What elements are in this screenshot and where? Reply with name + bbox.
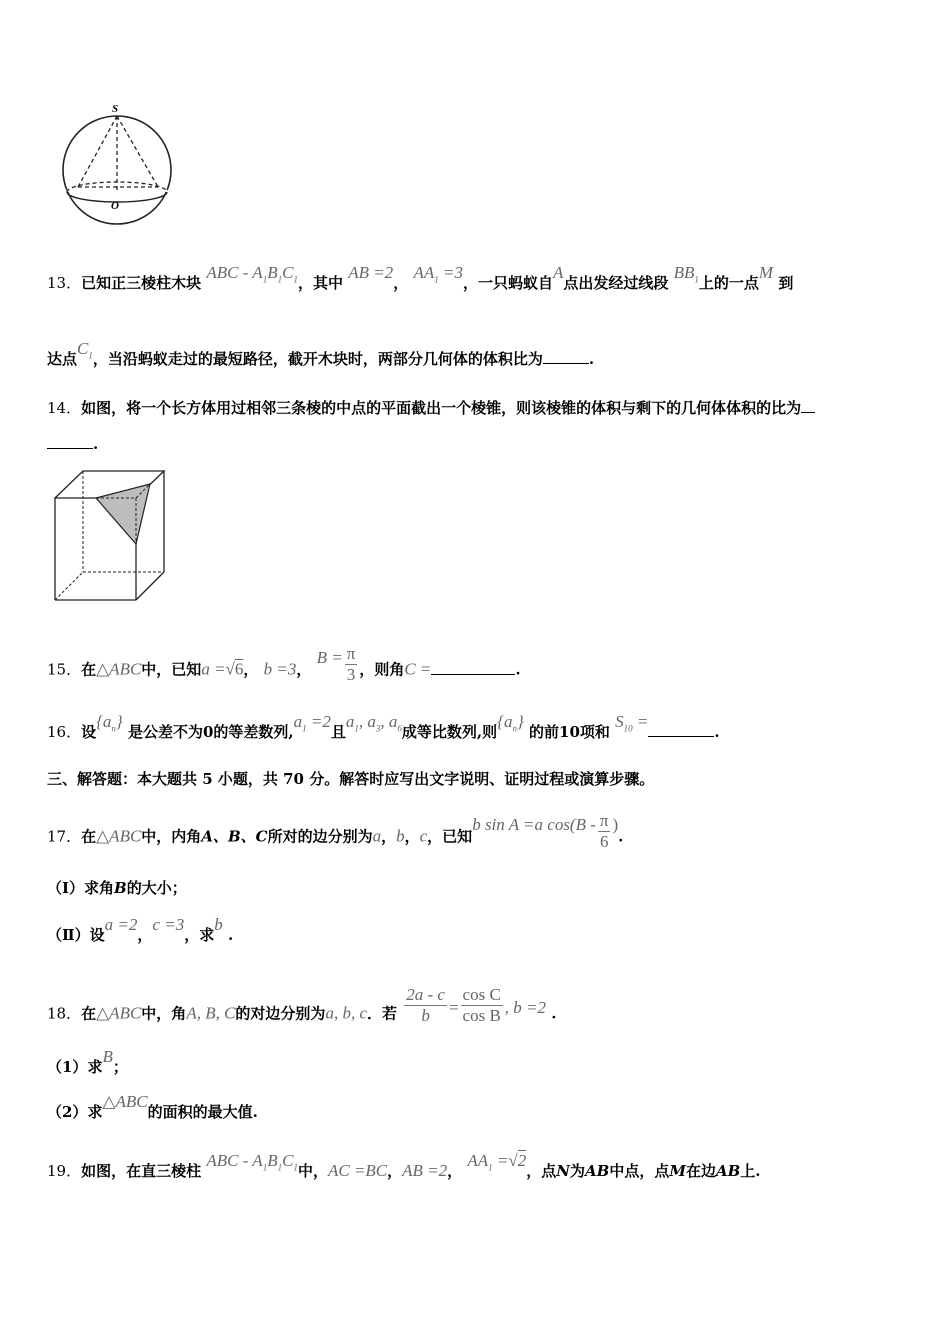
q13-c1: $C_1$: [77, 339, 93, 361]
q16-seq: $a_1$, $a_3$, $a_6$: [345, 712, 402, 734]
q15-B: B =: [316, 647, 343, 667]
q16-line: 16．设$\{a_n\}$ 是公差不为0的等差数列$,a_1 =2$且$a_1$, $a_3$, $a_6$成等比数列,则$\{a_n\}$ 的前10项和 $S_{10}$ =.: [47, 712, 720, 741]
section-3-header: 三、解答题：本大题共 5 小题，共 70 分。解答时应写出文字说明、证明过程或演算步骤。: [47, 770, 655, 788]
q15-a: a =: [201, 659, 226, 679]
q13-line1: 13．已知正三棱柱木块 ABC - $A_1B_1C_1$，其中 AB =2， $AA_1 =3$，一只蚂蚁自A点出发经过线段 $BB_1$上的一点M 到: [47, 263, 794, 292]
q16-number: 16．: [47, 723, 82, 741]
q18-part2: （2）求△ABC的面积的最大值.: [47, 1092, 258, 1121]
q13-bb1: $BB_1$: [673, 263, 699, 285]
q19-number: 19．: [47, 1162, 82, 1180]
q15-number: 15．: [47, 660, 82, 679]
q13-ab: AB =2: [348, 263, 394, 282]
q14-line1: 14．如图，将一个长方体用过相邻三条棱的中点的平面截出一个棱锥，则该棱锥的体积与剩下的几何体体积的比为: [47, 397, 815, 418]
q14-answer-blank-part2[interactable]: [47, 434, 93, 449]
q13-a: A: [552, 263, 564, 282]
q17-formula: b sin A =a cos(B -: [472, 814, 596, 834]
q18-number: 18．: [47, 1004, 82, 1023]
q14-answer-blank-part1[interactable]: [801, 398, 815, 413]
q13-answer-blank[interactable]: [543, 349, 589, 364]
q15-sqrt6: √6: [225, 659, 244, 679]
q16-an: $\{a_n\}$: [96, 712, 123, 734]
q17-triangle: △ABC: [96, 826, 142, 846]
q17-part2: （Ⅱ）设a =2，c =3，求b .: [47, 915, 234, 944]
q19-line: 19．如图，在直三棱柱 ABC - $A_1B_1C_1$中，AC =BC，AB =2， $AA_1 =√2$，点N为AB中点，点M在边AB上.: [47, 1151, 761, 1180]
q13-m: M: [758, 263, 774, 282]
q15-line: 15．在△ABC中，已知a =√6， b =3， B = $\frac{\pi}{3}$ ，则角C = .: [47, 644, 521, 684]
q17-pi-over-6: $\frac{\pi}{6}$: [599, 811, 609, 851]
q18-line: 18．在△ABC中，角A, B, C的对边分别为a, b, c．若 $\frac{2a - c}{b}$ = $\frac{\text{cos C}}{\text{cos B}}$ , b =2 .: [47, 985, 557, 1025]
q13-prism: ABC - $A_1B_1C_1$: [206, 263, 298, 285]
q14-number: 14．: [47, 399, 82, 417]
q16-s10: $S_{10}$ =: [615, 712, 649, 734]
q15-C: C =: [404, 659, 432, 679]
q15-triangle: △ABC: [96, 659, 142, 679]
q15-b: b =3: [263, 659, 297, 679]
q13-aa1: $AA_1 =3$: [413, 263, 463, 285]
q17-part1: （Ⅰ）求角B的大小；: [47, 879, 187, 897]
q17-number: 17．: [47, 827, 82, 846]
q16-an-2: $\{a_n\}$: [497, 712, 524, 734]
q15-pi-over-3: $\frac{\pi}{3}$: [346, 644, 356, 684]
q13-line2: 达点$C_1$，当沿蚂蚁走过的最短路径，截开木块时，两部分几何体的体积比为 .: [47, 339, 595, 368]
q18-frac-right: $\frac{\text{cos C}}{\text{cos B}}$: [462, 985, 501, 1025]
sphere-cone-figure: [58, 98, 178, 233]
q18-frac-left: $\frac{2a - c}{b}$: [406, 985, 445, 1025]
q14-line2: .: [47, 434, 98, 453]
q16-a1: $a_1 =2$: [293, 712, 331, 734]
q19-aa1: $AA_1 =√2$: [467, 1151, 527, 1173]
q17-line: 17．在△ABC中，内角A、B、C所对的边分别为a，b，c，已知b sin A =a cos(B - $\frac{\pi}{6}$ ).: [47, 811, 624, 851]
q13-number: 13．: [47, 274, 82, 292]
sphere-label-o: O: [111, 200, 119, 212]
q16-answer-blank[interactable]: [648, 722, 714, 737]
q18-part1: （1）求B；: [47, 1047, 128, 1076]
q19-prism: ABC - $A_1B_1C_1$: [206, 1151, 298, 1173]
cuboid-figure: [50, 466, 170, 606]
sphere-label-s: S: [112, 103, 119, 115]
q15-answer-blank[interactable]: [431, 660, 515, 675]
